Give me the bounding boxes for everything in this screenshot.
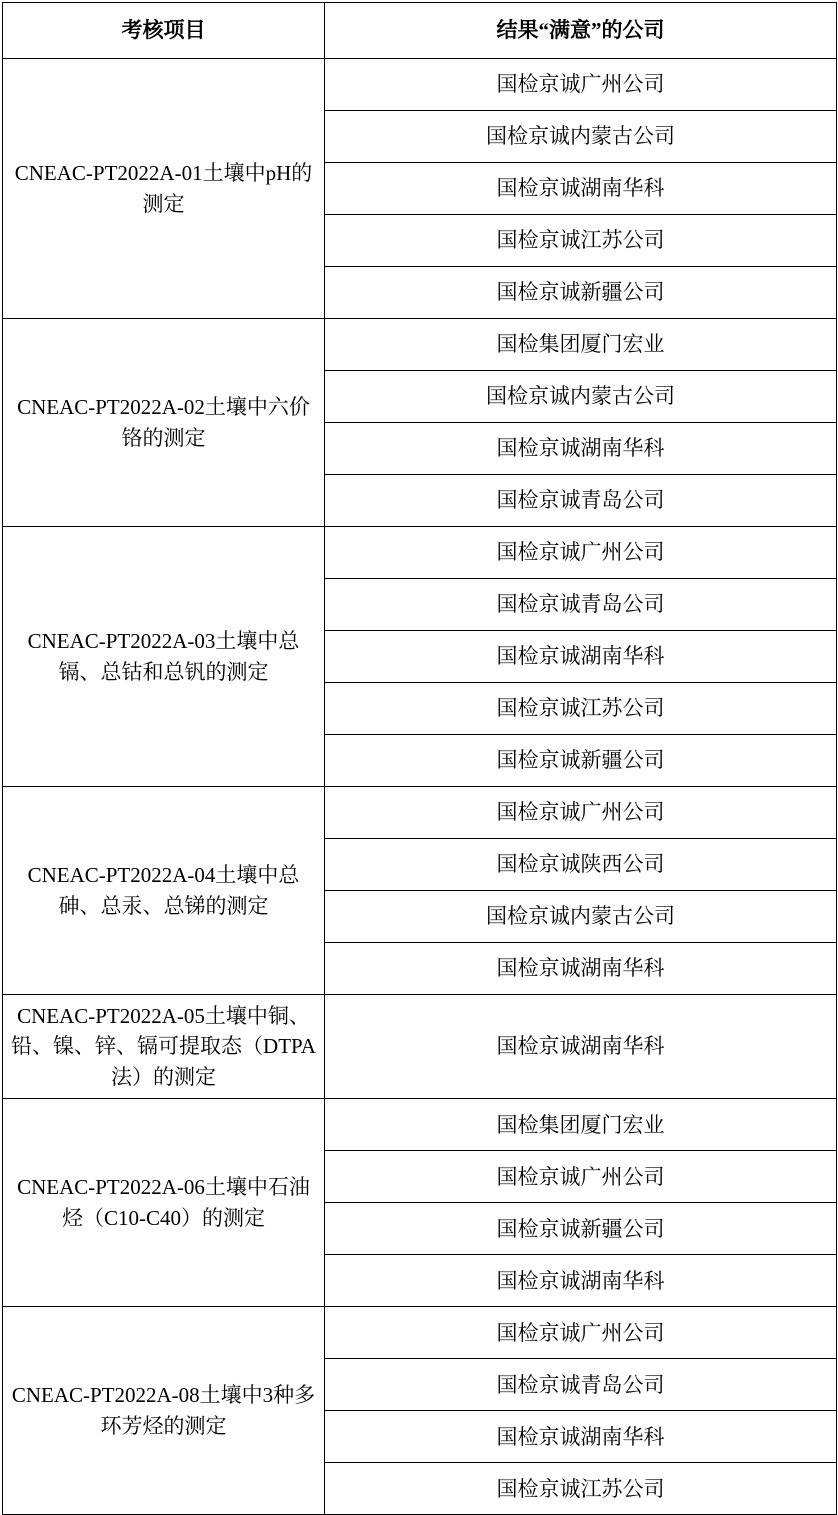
table-row [3,1099,837,1151]
company-cell: 国检京诚湖南华科 [325,1411,837,1463]
company-cell: 国检京诚陕西公司 [325,839,837,891]
company-cell: 国检京诚湖南华科 [325,1255,837,1307]
company-cell: 国检集团厦门宏业 [325,319,837,371]
company-cell: 国检京诚青岛公司 [325,475,837,527]
company-cell: 国检京诚内蒙古公司 [325,371,837,423]
table-row [3,787,837,839]
table-row [3,59,837,111]
company-cell: 国检京诚江苏公司 [325,683,837,735]
company-cell: 国检京诚广州公司 [325,527,837,579]
company-cell: 国检京诚湖南华科 [325,631,837,683]
assessment-item-cell: CNEAC-PT2022A-02土壤中六价铬的测定 [3,319,325,527]
company-cell: 国检京诚广州公司 [325,59,837,111]
table-row [3,527,837,579]
table-header-row [3,3,837,59]
company-cell: 国检京诚湖南华科 [325,995,837,1099]
company-cell: 国检京诚江苏公司 [325,215,837,267]
table-row [3,319,837,371]
company-cell: 国检京诚内蒙古公司 [325,891,837,943]
table-row [3,995,837,1099]
proficiency-test-results-table [2,2,837,1515]
company-cell: 国检京诚广州公司 [325,1151,837,1203]
company-cell: 国检京诚新疆公司 [325,735,837,787]
table-row [3,1307,837,1359]
assessment-item-cell: CNEAC-PT2022A-06土壤中石油烃（C10-C40）的测定 [3,1099,325,1307]
table-body [3,59,837,1515]
document-sheet [0,2,838,1515]
company-cell: 国检京诚内蒙古公司 [325,111,837,163]
assessment-item-cell: CNEAC-PT2022A-01土壤中pH的测定 [3,59,325,319]
company-cell: 国检集团厦门宏业 [325,1099,837,1151]
company-cell: 国检京诚新疆公司 [325,267,837,319]
column-header-company: 结果“满意”的公司 [325,3,837,59]
company-cell: 国检京诚广州公司 [325,787,837,839]
company-cell: 国检京诚新疆公司 [325,1203,837,1255]
assessment-item-cell: CNEAC-PT2022A-05土壤中铜、铅、镍、锌、镉可提取态（DTPA法）的测定 [3,995,325,1099]
assessment-item-cell: CNEAC-PT2022A-04土壤中总砷、总汞、总锑的测定 [3,787,325,995]
company-cell: 国检京诚湖南华科 [325,163,837,215]
column-header-item: 考核项目 [3,3,325,59]
company-cell: 国检京诚湖南华科 [325,943,837,995]
company-cell: 国检京诚青岛公司 [325,579,837,631]
assessment-item-cell: CNEAC-PT2022A-03土壤中总镉、总钴和总钒的测定 [3,527,325,787]
assessment-item-cell: CNEAC-PT2022A-08土壤中3种多环芳烃的测定 [3,1307,325,1515]
company-cell: 国检京诚青岛公司 [325,1359,837,1411]
table-header [3,3,837,59]
company-cell: 国检京诚江苏公司 [325,1463,837,1515]
company-cell: 国检京诚广州公司 [325,1307,837,1359]
company-cell: 国检京诚湖南华科 [325,423,837,475]
